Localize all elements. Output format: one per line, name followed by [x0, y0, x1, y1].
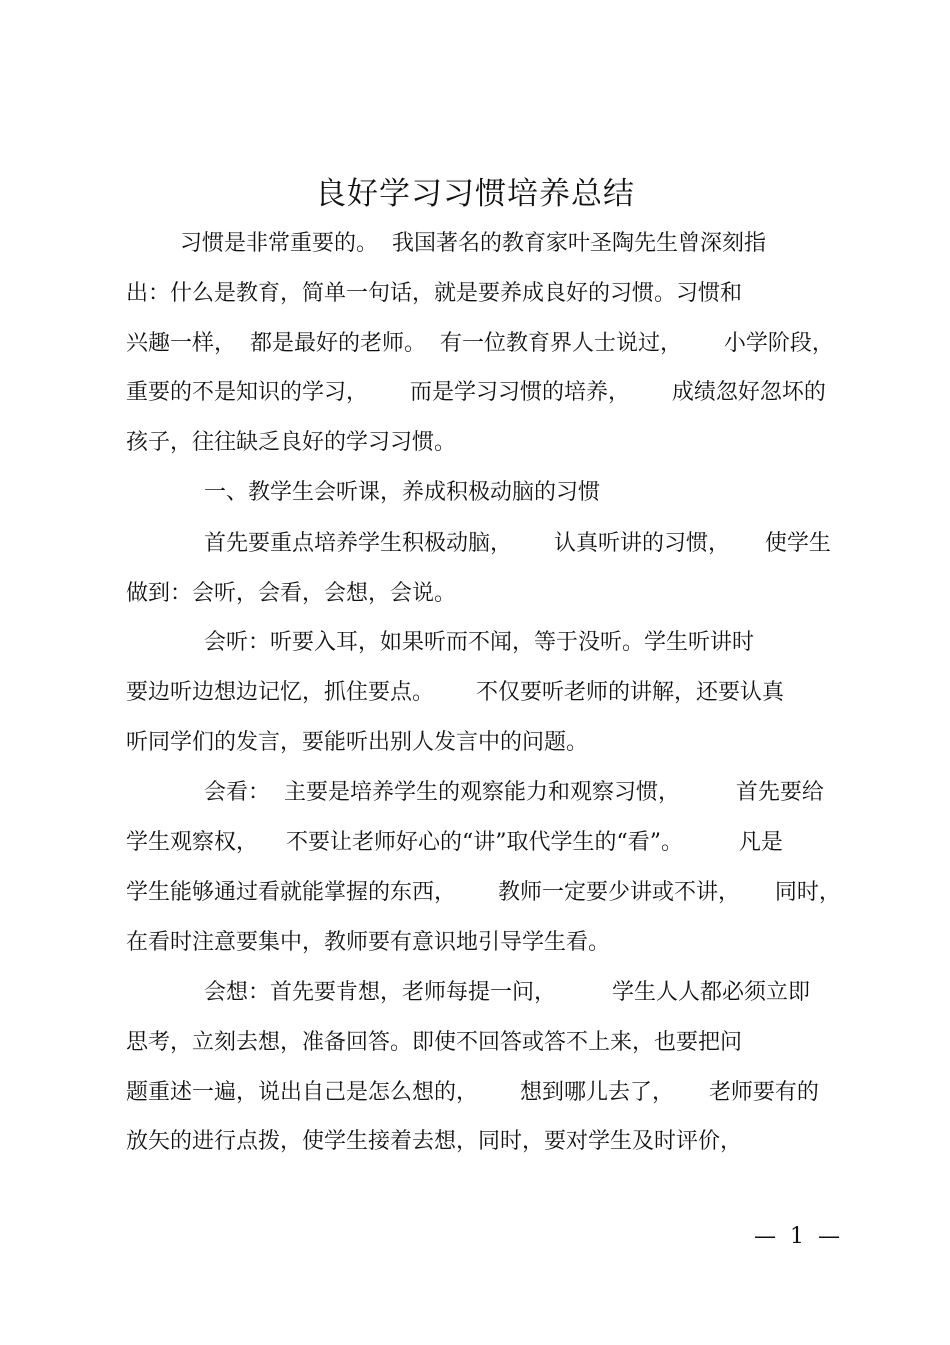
paragraph-line: 出：什么是教育，简单一句话，就是要养成良好的习惯。习惯和 — [126, 281, 743, 306]
section-heading: 一、教学生会听课，养成积极动脑的习惯 — [204, 480, 601, 505]
paragraph-line: 孩子，往往缺乏良好的学习习惯。 — [126, 430, 457, 455]
paragraph-line: 题重述一遍，说出自己是怎么想的， 想到哪儿去了， 老师要有的 — [126, 1080, 819, 1105]
paragraph-line: 放矢的进行点拨，使学生接着去想，同时，要对学生及时评价， — [126, 1129, 743, 1154]
paragraph-line: 首先要重点培养学生积极动脑， 认真听讲的习惯， 使学生 — [204, 531, 831, 556]
paragraph-line: 兴趣一样， 都是最好的老师。 有一位教育界人士说过， 小学阶段， — [126, 331, 834, 356]
paragraph-line: 学生能够通过看就能掌握的东西， 教师一定要少讲或不讲， 同时， — [126, 880, 841, 905]
paragraph-line: 思考，立刻去想，准备回答。即使不回答或答不上来，也要把问 — [126, 1030, 743, 1055]
paragraph-line: 听同学们的发言，要能听出别人发言中的问题。 — [126, 730, 589, 755]
paragraph-line: 在看时注意要集中，教师要有意识地引导学生看。 — [126, 930, 611, 955]
paragraph-line: 做到：会听，会看，会想，会说。 — [126, 581, 457, 606]
paragraph-line: 重要的不是知识的学习， 而是学习习惯的培养， 成绩忽好忽坏的 — [126, 380, 826, 405]
paragraph-line: 会看： 主要是培养学生的观察能力和观察习惯， 首先要给 — [204, 780, 824, 805]
paragraph-line: 会听：听要入耳，如果听而不闻，等于没听。学生听讲时 — [204, 630, 755, 655]
paragraph-line: 习惯是非常重要的。 我国著名的教育家叶圣陶先生曾深刻指 — [180, 231, 766, 256]
page-number: — 1 — — [754, 1224, 840, 1249]
paragraph-line: 会想：首先要肯想，老师每提一问， 学生人人都必须立即 — [204, 980, 810, 1005]
paragraph-line: 要边听边想边记忆，抓住要点。 不仅要听老师的讲解，还要认真 — [126, 680, 784, 705]
paragraph-line: 学生观察权， 不要让老师好心的“讲”取代学生的“看”。 凡是 — [126, 830, 783, 855]
document-title: 良好学习习惯培养总结 — [315, 176, 635, 212]
